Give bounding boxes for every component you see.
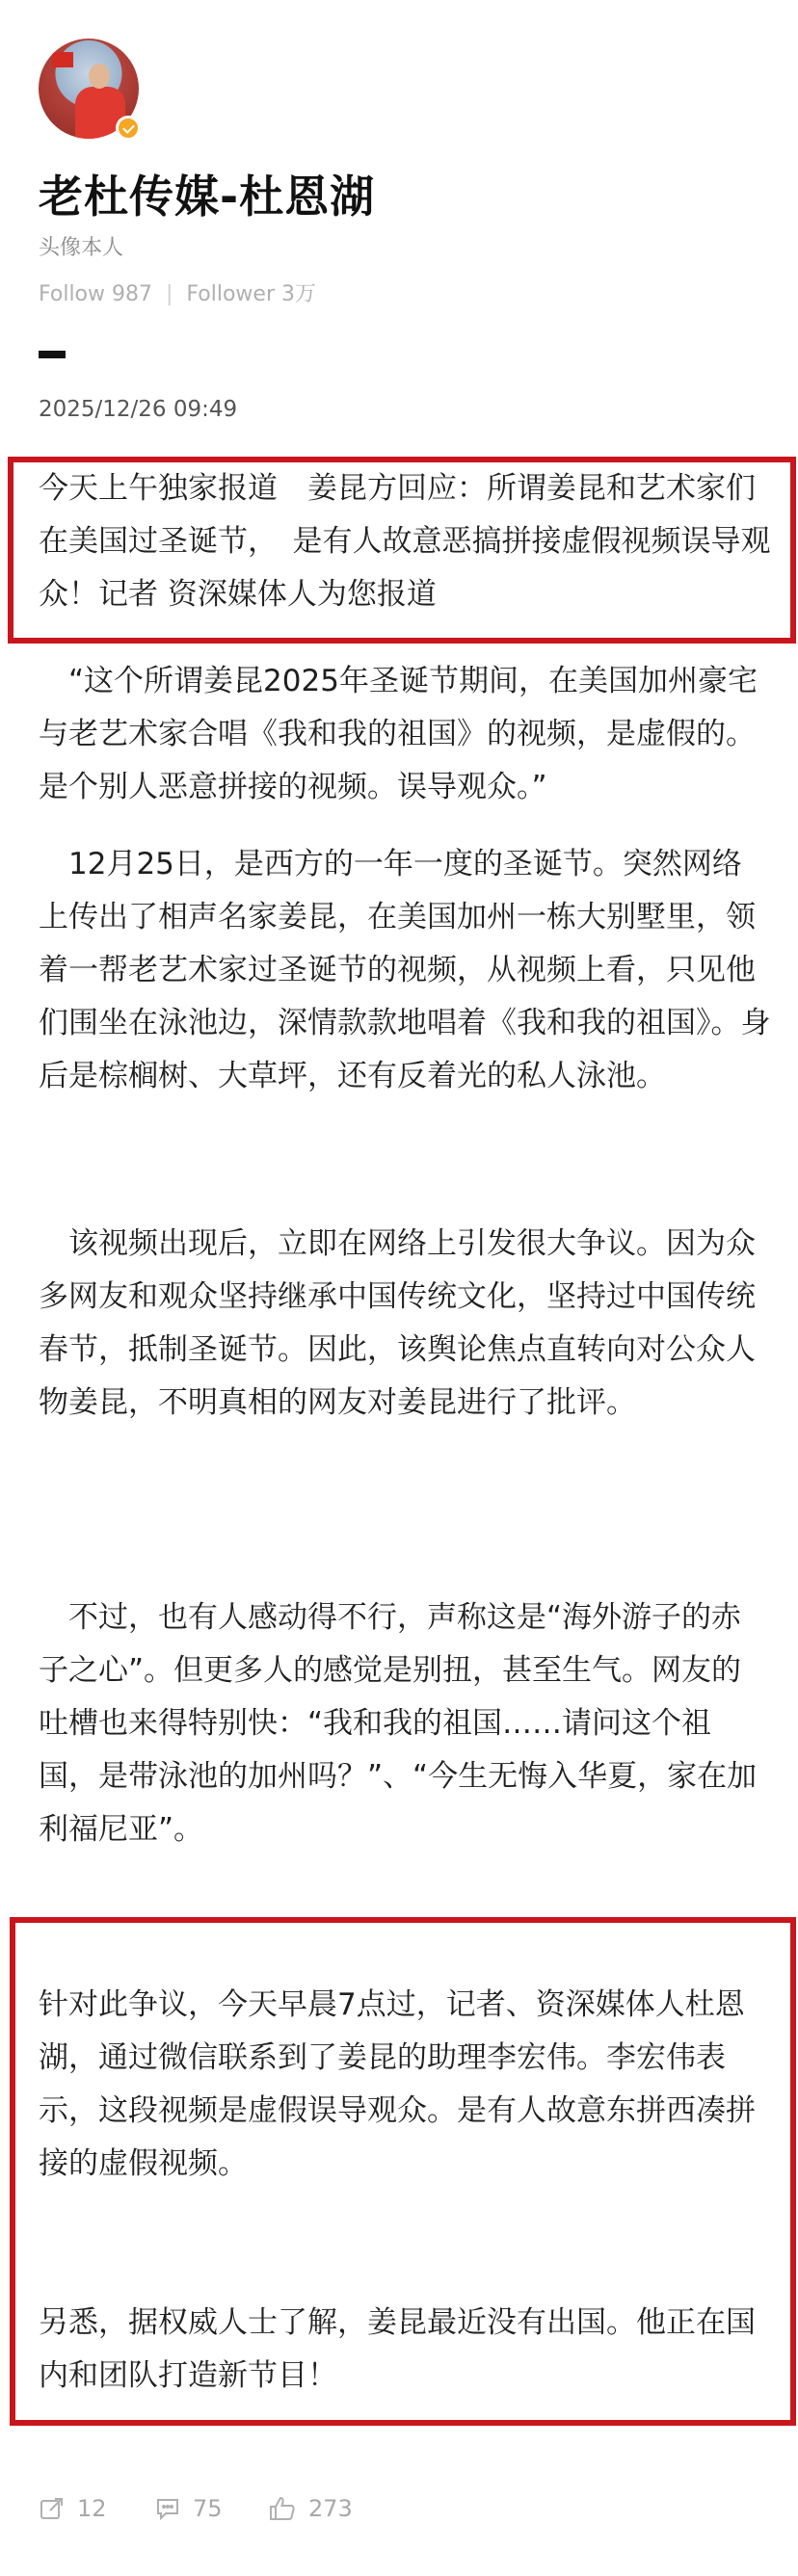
- comment-button[interactable]: [154, 2495, 223, 2522]
- post-paragraph: 该视频出现后，立即在网络上引发很大争议。因为众多网友和观众坚持继承中国传统文化，坚持过中国传统春节，抵制圣诞节。因此，该舆论焦点直转向对公众人物姜昆，不明真相的网友对姜昆进行了批评。: [39, 1226, 756, 1420]
- flag-shape: [52, 52, 73, 67]
- post-paragraph: 今天上午独家报道 姜昆方回应：所谓姜昆和艺术家们在美国过圣诞节， 是有人故意恶搞拼接虚假视频误导观众！记者 资深媒体人为您报道: [39, 471, 771, 612]
- repost-count: 12: [77, 2495, 107, 2522]
- follower-count[interactable]: Follower 3万: [186, 282, 317, 306]
- post-date: 2025/12/26 09:49: [39, 397, 238, 422]
- comment-icon: [154, 2495, 181, 2522]
- post-paragraph: 12月25日，是西方的一年一度的圣诞节。突然网络上传出了相声名家姜昆，在美国加州一栋大别墅里，领着一帮老艺术家过圣诞节的视频，从视频上看，只见他们围坐在泳池边，深情款款地唱着《我和我的祖国》。身后是棕榈树、大草坪，还有反着光的私人泳池。: [39, 847, 771, 1093]
- post-footer: [39, 2495, 771, 2543]
- repost-button[interactable]: [39, 2495, 107, 2522]
- author-name[interactable]: 老杜传媒-杜恩湖: [39, 171, 376, 223]
- follow-count[interactable]: Follow 987: [39, 282, 152, 306]
- post-paragraph: 另悉，据权威人士了解，姜昆最近没有出国。他正在国内和团队打造新节目！: [39, 2305, 756, 2393]
- like-button[interactable]: [268, 2495, 353, 2522]
- divider-dash: [39, 351, 66, 358]
- person-head-shape: [89, 64, 110, 89]
- stats-separator: |: [166, 282, 173, 306]
- verified-icon: [116, 116, 141, 141]
- repost-icon: [39, 2495, 66, 2522]
- post-paragraph: 不过，也有人感动得不行，声称这是“海外游子的赤子之心”。但更多人的感觉是别扭，甚至生气。网友的吐槽也来得特别快：“我和我的祖国……请问这个祖国，是带泳池的加州吗？”、“今生无悔入华夏，家在加利福尼亚”。: [39, 1600, 758, 1847]
- like-count: 273: [308, 2495, 353, 2522]
- like-icon: [268, 2495, 297, 2522]
- comment-count: 75: [193, 2495, 223, 2522]
- post-paragraph: “这个所谓姜昆2025年圣诞节期间，在美国加州豪宅与老艺术家合唱《我和我的祖国》的视频，是虚假的。是个别人恶意拼接的视频。误导观众。”: [39, 664, 758, 804]
- post-paragraph: 针对此争议，今天早晨7点过，记者、资深媒体人杜恩湖，通过微信联系到了姜昆的助理李宏伟。李宏伟表示，这段视频是虚假误导观众。是有人故意东拼西凑拼接的虚假视频。: [39, 1987, 756, 2181]
- author-stats: [39, 277, 316, 307]
- author-subtitle: 头像本人: [39, 236, 124, 260]
